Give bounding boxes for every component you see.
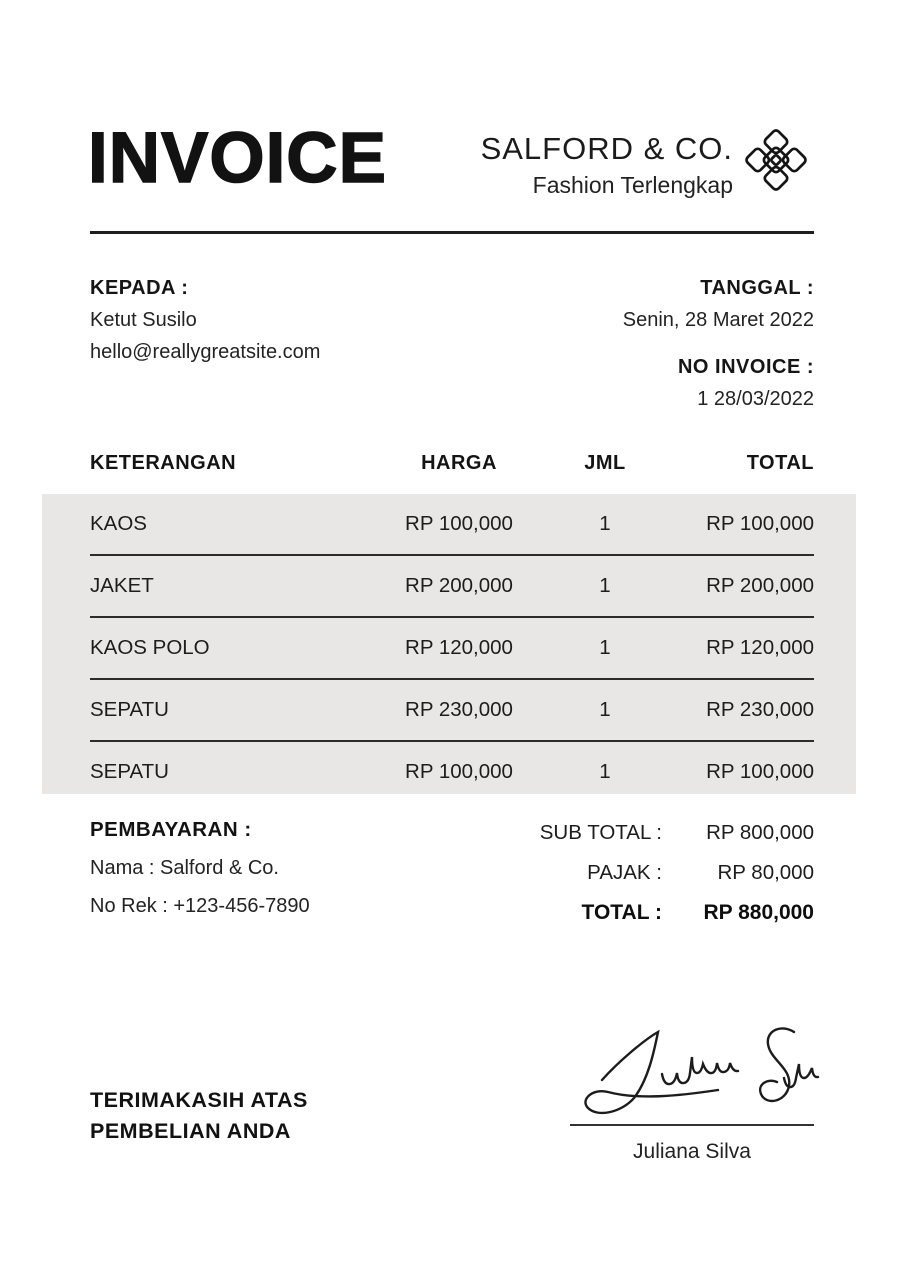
total-cell: RP 200,000 bbox=[706, 574, 814, 597]
qty-cell: 1 bbox=[599, 574, 611, 597]
qty-cell: 1 bbox=[599, 760, 611, 783]
signature-name: Juliana Silva bbox=[633, 1140, 751, 1163]
total-cell: RP 230,000 bbox=[706, 698, 814, 721]
payment-account-line: No Rek : +123-456-7890 bbox=[90, 895, 310, 917]
price-cell: RP 100,000 bbox=[405, 760, 513, 783]
brand-name: SALFORD & CO. bbox=[480, 131, 733, 166]
brand-logo-icon bbox=[738, 120, 814, 200]
qty-cell: 1 bbox=[599, 636, 611, 659]
subtotal-value: RP 800,000 bbox=[706, 821, 814, 844]
thank-you-note bbox=[90, 1085, 308, 1147]
invoice-meta-block bbox=[623, 277, 814, 411]
tax-row bbox=[394, 861, 814, 885]
item-cell: KAOS bbox=[90, 512, 147, 535]
date-label: TANGGAL : bbox=[700, 277, 814, 299]
table-row bbox=[90, 618, 814, 680]
payment-label: PEMBAYARAN : bbox=[90, 818, 252, 841]
total-cell: RP 120,000 bbox=[706, 636, 814, 659]
page-title: INVOICE bbox=[88, 119, 387, 198]
totals-block bbox=[394, 821, 814, 941]
brand-block bbox=[481, 131, 733, 199]
price-cell: RP 230,000 bbox=[405, 698, 513, 721]
qty-cell: 1 bbox=[599, 512, 611, 535]
column-header-qty: JML bbox=[584, 452, 626, 474]
item-cell: KAOS POLO bbox=[90, 636, 210, 659]
price-cell: RP 120,000 bbox=[405, 636, 513, 659]
date-value: Senin, 28 Maret 2022 bbox=[622, 309, 814, 331]
table-row bbox=[90, 556, 814, 618]
subtotal-row bbox=[394, 821, 814, 845]
signature-image bbox=[558, 1022, 824, 1122]
signature-divider bbox=[570, 1124, 814, 1126]
grand-total-row bbox=[394, 901, 814, 925]
grand-total-label: TOTAL : bbox=[581, 901, 662, 924]
tax-label: PAJAK : bbox=[587, 861, 662, 884]
invoice-number-value: 1 28/03/2022 bbox=[697, 388, 814, 410]
payment-name-line: Nama : Salford & Co. bbox=[90, 857, 279, 879]
table-body bbox=[90, 494, 814, 802]
tax-value: RP 80,000 bbox=[717, 861, 814, 884]
recipient-block bbox=[90, 277, 320, 364]
thank-you-line1: TERIMAKASIH ATAS bbox=[90, 1088, 308, 1112]
table-row bbox=[90, 494, 814, 556]
header-divider bbox=[90, 231, 814, 234]
item-cell: SEPATU bbox=[90, 698, 169, 721]
grand-total-value: RP 880,000 bbox=[703, 901, 814, 924]
invoice-number-label: NO INVOICE : bbox=[677, 356, 814, 378]
item-cell: SEPATU bbox=[90, 760, 169, 783]
table-row bbox=[90, 742, 814, 802]
column-header-item: KETERANGAN bbox=[90, 452, 237, 474]
table-row bbox=[90, 680, 814, 742]
recipient-email: hello@reallygreatsite.com bbox=[90, 341, 321, 363]
total-cell: RP 100,000 bbox=[706, 760, 814, 783]
total-cell: RP 100,000 bbox=[706, 512, 814, 535]
brand-tagline: Fashion Terlengkap bbox=[532, 172, 733, 198]
item-cell: JAKET bbox=[90, 574, 154, 597]
thank-you-line2: PEMBELIAN ANDA bbox=[90, 1119, 291, 1143]
recipient-name: Ketut Susilo bbox=[90, 309, 197, 331]
price-cell: RP 100,000 bbox=[405, 512, 513, 535]
table-header-row bbox=[90, 452, 814, 475]
price-cell: RP 200,000 bbox=[405, 574, 513, 597]
payment-block bbox=[90, 818, 310, 918]
qty-cell: 1 bbox=[599, 698, 611, 721]
subtotal-label: SUB TOTAL : bbox=[539, 821, 662, 844]
column-header-total: TOTAL bbox=[746, 452, 814, 474]
column-header-price: HARGA bbox=[421, 452, 497, 474]
recipient-label: KEPADA : bbox=[90, 277, 189, 299]
